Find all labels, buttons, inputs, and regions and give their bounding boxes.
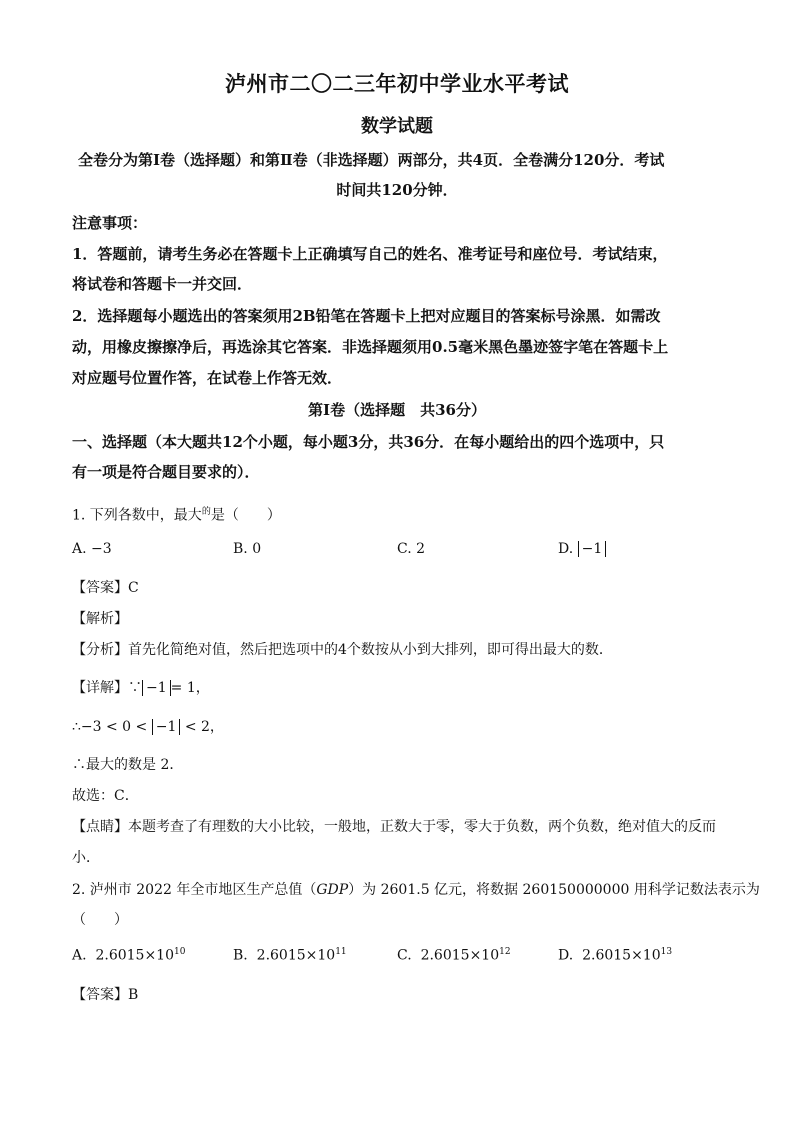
note-2-line-3: 对应题号位置作答，在试卷上作答无效．: [72, 369, 343, 387]
q1-dianjing-line-2: 小．: [72, 850, 100, 866]
q2-answer: 【答案】B: [72, 987, 139, 1003]
note-2-line-2: 动，用橡皮擦擦净后，再选涂其它答案．非选择题须用0.5毫米黑色墨迹签字笔在答题卡上: [72, 338, 669, 356]
section-desc-line-2: 有一项是符合题目要求的）．: [72, 463, 260, 481]
q1-step-3: ∴最大的数是 2．: [72, 757, 184, 773]
section-desc-line-1: 一、选择题（本大题共12个小题，每小题3分，共36分．在每小题给出的四个选项中，只: [72, 433, 665, 451]
q1-option-a: A. −3: [72, 541, 112, 557]
q1-answer: 【答案】C: [72, 580, 139, 596]
q1-option-d: D. −1: [558, 541, 606, 557]
intro-line-2: 时间共120分钟．: [336, 181, 458, 199]
q2-gdp: GDP: [316, 882, 349, 898]
q1-step-1-abs: −1: [142, 680, 171, 696]
q1-analysis-tag: 【解析】: [72, 611, 128, 627]
q2-stem: 2. 泸州市 2022 年全市地区生产总值（GDP）为 2601.5 亿元，将数据 260150000000 用科学记数法表示为: [72, 882, 760, 898]
q1-option-d-abs: −1: [578, 541, 607, 557]
q1-step-1: 【详解】∵ −1 = 1，: [72, 680, 210, 696]
q1-option-b: B. 0: [233, 541, 262, 557]
q1-fenxi: 【分析】首先化简绝对值，然后把选项中的4个数按从小到大排列，即可得出最大的数．: [72, 642, 613, 658]
note-1-line-2: 将试卷和答题卡一并交回．: [72, 275, 253, 293]
q1-option-c: C. 2: [397, 541, 426, 557]
q2-option-b: B. $2.6015\times 10^{11}$: [233, 947, 347, 964]
q1-stem-sup: 的: [201, 507, 211, 517]
q2-option-d: D. $2.6015\times 10^{13}$: [558, 947, 673, 964]
q1-stem: 1. 下列各数中，最大$^的$是（ ）: [72, 507, 281, 524]
note-1-line-1: 1．答题前，请考生务必在答题卡上正确填写自己的姓名、准考证号和座位号．考试结束，: [72, 245, 668, 263]
note-2-line-1: 2．选择题每小题选出的答案须用2B铅笔在答题卡上把对应题目的答案标号涂黑．如需改: [72, 307, 661, 325]
q2-stem-line-2: （ ）: [72, 912, 128, 928]
notes-heading: 注意事项：: [72, 214, 148, 232]
exam-title: 泸州市二〇二三年初中学业水平考试: [225, 71, 569, 96]
section-title: 第Ⅰ卷（选择题 共36分）: [308, 401, 486, 419]
q1-choose: 故选：C．: [72, 788, 139, 804]
q2-option-a: A. $2.6015\times 10^{10}$: [72, 947, 186, 964]
intro-line-1: 全卷分为第Ⅰ卷（选择题）和第Ⅱ卷（非选择题）两部分，共4页．全卷满分120分．考试: [78, 151, 665, 169]
exam-subtitle: 数学试题: [361, 116, 433, 137]
q2-option-c: C. $2.6015\times 10^{12}$: [397, 947, 511, 964]
q1-step-2: ∴−3 < 0 < −1 < 2，: [72, 719, 224, 735]
q1-dianjing-line-1: 【点睛】本题考查了有理数的大小比较，一般地，正数大于零，零大于负数，两个负数，绝对值大的反而: [72, 819, 716, 835]
q1-step-2-abs: −1: [152, 719, 181, 735]
